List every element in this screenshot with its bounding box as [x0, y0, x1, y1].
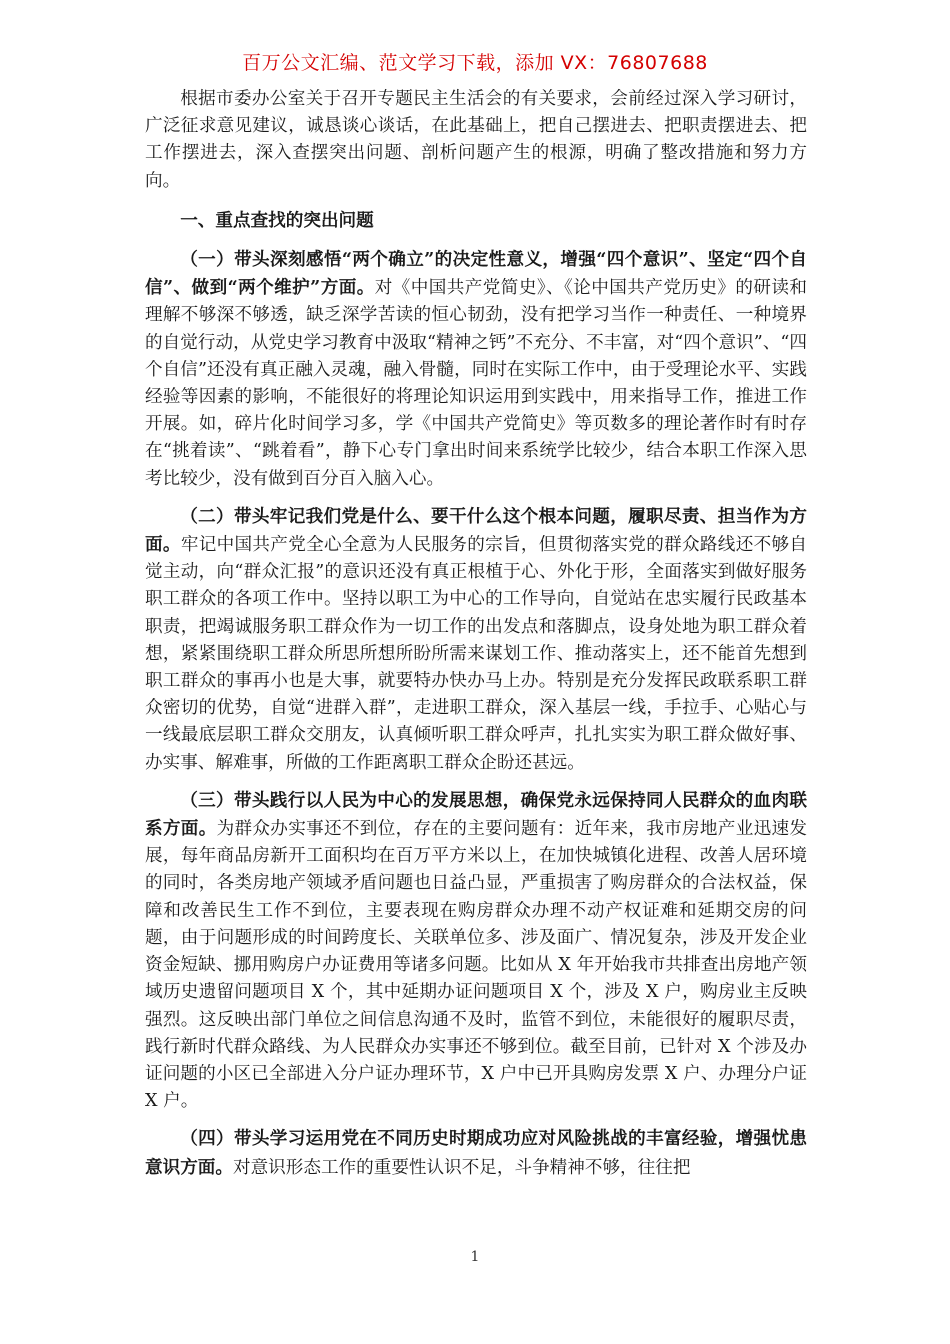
item-title-2: （二）带头牢记我们党是什么、要干什么这个根本问题，履职尽责、担当作为方面。 [145, 505, 807, 556]
item-title-3: （三）带头践行以人民为中心的发展思想，确保党永远保持同人民群众的血肉联系方面。 [145, 789, 807, 840]
item-paragraph-4 [145, 1125, 807, 1181]
item-body-2: 牢记中国共产党全心全意为人民服务的宗旨，但贯彻落实党的群众路线还不够自觉主动，向“群众汇报”的意识还没有真正根植于心、外化于形，全面落实到做好服务职工群众的各项工作中。坚持以职工为中心的工作导向，自觉站在忠实履行民政基本职责，把竭诚服务职工群众作为一切工作的出发点和落脚点，设身处地为职工群众着想，紧紧围绕职工群众所思所想所盼所需来谋划工作、推动落实上，还不能首先想到职工群众的事再小也是大事，就要特办快办马上办。特别是充分发挥民政联系职工群众密切的优势，自觉“进群入群”，走进职工群众，深入基层一线，手拉手、心贴心与一线最底层职工群众交朋友，认真倾听职工群众呼声，扎扎实实为职工群众做好事、办实事、解难事，所做的工作距离职工群众企盼还甚远。 [145, 535, 807, 773]
intro-paragraph: 根据市委办公室关于召开专题民主生活会的有关要求，会前经过深入学习研讨，广泛征求意见建议，诚恳谈心谈话，在此基础上，把自己摆进去、把职责摆进去、把工作摆进去，深入查摆突出问题、剖析问题产生的根源，明确了整改措施和努力方向。 [145, 89, 807, 191]
item-paragraph-2 [145, 503, 807, 777]
section-heading: 一、重点查找的突出问题 [180, 209, 374, 231]
item-body-1: 对《中国共产党简史》、《论中国共产党历史》的研读和理解不够深不够透，缺乏深学苦读的恒心韧劲，没有把学习当作一种责任、一种境界的自觉行动，从党史学习教育中汲取“精神之钙”不充分、不丰富，对“四个意识”、“四个自信”还没有真正融入灵魂，融入骨髓，同时在实际工作中，由于受理论水平、实践经验等因素的影响，不能很好的将理论知识运用到实践中，用来指导工作，推进工作开展。如，碎片化时间学习多，学《中国共产党简史》等页数多的理论著作时有时存在“挑着读”、“跳着看”，静下心专门拿出时间来系统学比较少，结合本职工作深入思考比较少，没有做到百分百入脑入心。 [145, 278, 807, 489]
item-body-4: 对意识形态工作的重要性认识不足，斗争精神不够，往往把 [232, 1157, 691, 1178]
item-body-3: 为群众办实事还不到位，存在的主要问题有：近年来，我市房地产业迅速发展，每年商品房新开工面积均在百万平方米以上，在加快城镇化进程、改善人居环境的同时，各类房地产领域矛盾问题也日益凸显，严重损害了购房群众的合法权益，保障和改善民生工作不到位，主要表现在购房群众办理不动产权证难和延期交房的问题，由于问题形成的时间跨度长、关联单位多、涉及面广、情况复杂，涉及开发企业资金短缺、挪用购房户办证费用等诸多问题。比如从 X 年开始我市共排查出房地产领域历史遗留问题项目 X 个，其中延期办证问题项目 X 个，涉及 X 户，购房业主反映强烈。这反映出部门单位之间信息沟通不及时，监管不到位，未能很好的履职尽责，践行新时代群众路线、为人民群众办实事还不够到位。截至目前，已针对 X 个涉及办证问题的小区已全部进入分户证办理环节，X 户中已开具购房发票 X 户、办理分户证 X 户。 [145, 819, 807, 1112]
page-number: 1 [470, 1249, 480, 1265]
item-paragraph-1 [145, 246, 807, 493]
item-title-1: （一）带头深刻感悟“两个确立”的决定性意义，增强“四个意识”、坚定“四个自信”、做到“两个维护”方面。 [145, 249, 807, 299]
item-paragraph-3 [145, 787, 807, 1115]
document-body [145, 86, 807, 1182]
item-title-4: （四）带头学习运用党在不同历史时期成功应对风险挑战的丰富经验，增强忧患意识方面。 [145, 1128, 807, 1178]
header-banner: 百万公文汇编、范文学习下载，添加 VX：76807688 [242, 52, 708, 74]
